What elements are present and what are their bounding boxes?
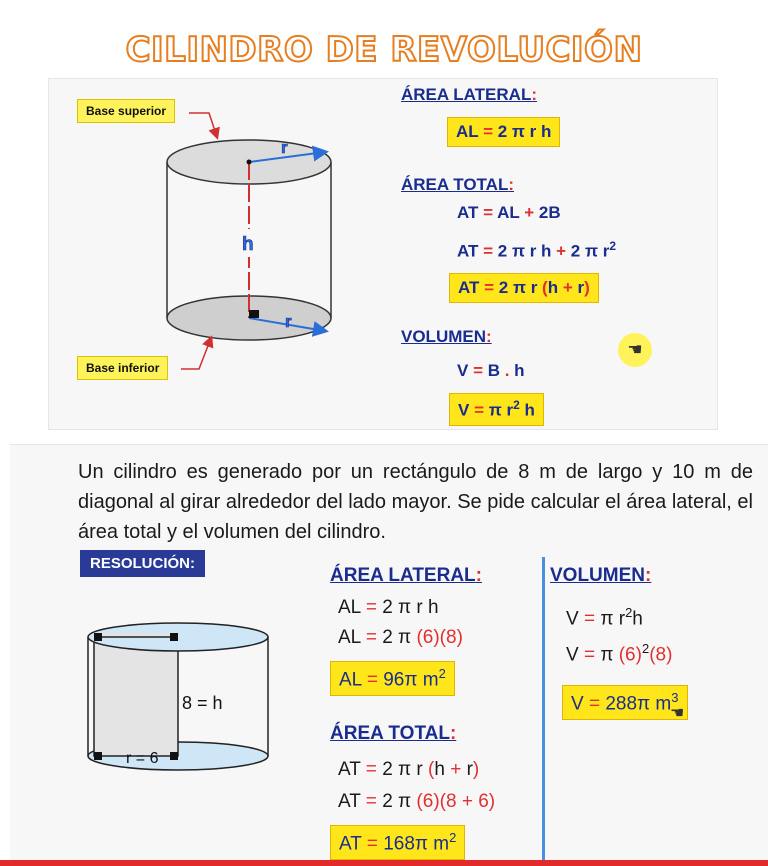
heading-area-total: ÁREA TOTAL:: [401, 175, 515, 194]
radius-top-label: r: [281, 138, 288, 157]
v-line-1: V = π $r^2h$: [566, 605, 643, 630]
bottom-border: [0, 860, 768, 866]
heading-area-total: ÁREA TOTAL:: [330, 723, 457, 744]
radius-label: r = 6: [126, 750, 159, 767]
formula-v-1: V = B . h: [457, 361, 525, 380]
formula-at-1: AT = AL + 2B: [457, 203, 561, 222]
callout-top-arrow: [189, 113, 217, 137]
al-line-2: AL = 2 π (6)(8): [338, 627, 463, 648]
callout-bottom-arrow: [181, 338, 211, 369]
bottom-slide: [10, 444, 768, 866]
v-line-2: V = π $(6)^2(8)$: [566, 641, 673, 666]
at-line-1: AT = 2 π r (h + r): [338, 759, 480, 780]
top-slide: [48, 78, 718, 430]
corner-mark: [170, 752, 178, 760]
pointing-hand-icon: ☚: [670, 705, 685, 722]
radius-bottom-label: r: [285, 312, 292, 331]
formula-column: [401, 79, 719, 431]
column-divider: [542, 557, 545, 866]
boxed-result-al: AL = 96π $m^2$: [330, 661, 455, 696]
height-label: 8 = h: [182, 693, 223, 713]
right-angle-mark: [249, 310, 259, 318]
pointing-hand-icon: ☚: [618, 333, 652, 367]
callout-base-superior: Base superior: [77, 99, 175, 123]
formula-at-2: AT = 2 π r h + 2 π $r^2$: [457, 239, 617, 261]
callout-base-inferior: Base inferior: [77, 356, 168, 380]
al-line-1: AL = 2 π r h: [338, 597, 439, 618]
heading-area-lateral: ÁREA LATERAL:: [330, 565, 482, 586]
corner-mark: [170, 633, 178, 641]
heading-area-lateral: ÁREA LATERAL:: [401, 85, 537, 104]
heading-volumen: VOLUMEN:: [401, 327, 492, 346]
boxed-formula-at: AT = 2 π r (h + r): [449, 273, 599, 303]
corner-mark: [94, 633, 102, 641]
boxed-formula-al: AL = 2 π r h: [447, 117, 560, 147]
solution-cylinder-diagram: [78, 613, 278, 783]
at-line-2: AT = 2 π (6)(8 + 6): [338, 791, 496, 812]
problem-statement: Un cilindro es generado por un rectángulo de 8 m de largo y 10 m de diagonal al girar alrededor del lado mayor. Se pide calcular el área lateral, el área total y el volumen del cilindro.: [78, 461, 753, 543]
resolucion-label: RESOLUCIÓN:: [80, 550, 205, 577]
heading-volumen: VOLUMEN:: [550, 565, 652, 586]
boxed-formula-v: V = π $r^2$ h: [449, 393, 544, 426]
generating-rectangle: [94, 637, 178, 756]
boxed-result-v: V = 288π $m^3$: [562, 685, 688, 720]
boxed-result-at: AT = 168π $m^2$: [330, 825, 465, 860]
height-label: h: [242, 234, 254, 255]
page-title: CILINDRO DE REVOLUCIÓN: [125, 30, 643, 70]
corner-mark: [94, 752, 102, 760]
